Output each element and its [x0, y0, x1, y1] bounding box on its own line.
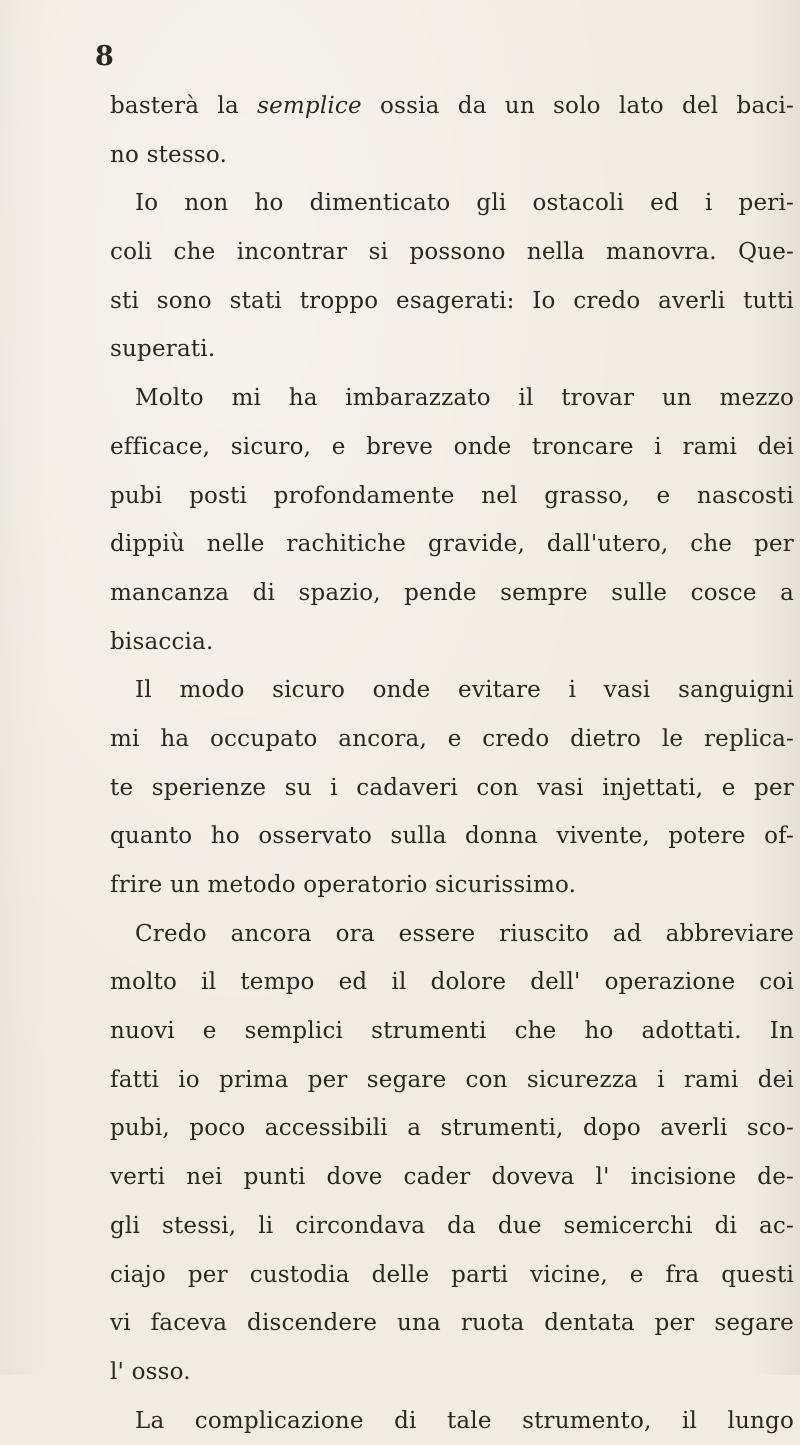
- text-line: [110, 618, 794, 667]
- text-segment: frire un metodo operatorio sicurissimo.: [110, 872, 577, 898]
- text-line: [110, 472, 794, 521]
- text-line: [110, 325, 794, 374]
- text-segment: bisaccia.: [110, 628, 214, 655]
- page-number: 8: [95, 41, 114, 72]
- text-segment: sti sono stati troppo esagerati: Io credo averli tutti: [110, 287, 794, 314]
- text-line: [110, 1104, 794, 1153]
- text-segment: vi faceva discendere una ruota dentata per segare: [110, 1310, 794, 1337]
- text-line: [110, 812, 794, 861]
- text-line: [110, 666, 794, 715]
- text-segment: fatti io prima per segare con sicurezza i rami dei: [110, 1066, 794, 1093]
- text-segment: te sperienze su i cadaveri con vasi injettati, e per: [110, 774, 794, 801]
- text-segment: Credo ancora ora essere riuscito ad abbreviare: [135, 920, 794, 947]
- text-segment: pubi posti profondamente nel grasso, e nascosti: [110, 482, 794, 509]
- text-segment: nuovi e semplici strumenti che ho adottati. In: [110, 1018, 794, 1045]
- text-line: [110, 910, 794, 959]
- text-segment: mi ha occupato ancora, e credo dietro le replica-: [110, 725, 794, 752]
- text-line: [110, 1397, 794, 1445]
- text-segment: verti nei punti dove cader doveva l' incisione de-: [110, 1164, 794, 1191]
- text-line: [110, 423, 794, 472]
- text-segment: dippiù nelle rachitiche gravide, dall'utero, che per: [110, 531, 794, 558]
- text-segment: no stesso.: [110, 141, 227, 168]
- text-segment: coli che incontrar si possono nella manovra. Que-: [110, 239, 794, 266]
- text-segment: Io non ho dimenticato gli ostacoli ed i peri-: [135, 190, 794, 217]
- text-line: [110, 861, 794, 910]
- text-line: [110, 131, 794, 180]
- text-line: [110, 715, 794, 764]
- text-line: [110, 277, 794, 326]
- text-segment: ossia da un solo lato del baci-: [361, 93, 794, 119]
- text-segment: efficace, sicuro, e breve onde troncare i rami dei: [110, 433, 794, 460]
- text-segment: l' osso.: [110, 1358, 191, 1385]
- text-segment: pubi, poco accessibili a strumenti, dopo averli sco-: [110, 1115, 794, 1142]
- text-line: [110, 1299, 794, 1348]
- text-segment: semplice: [257, 93, 362, 119]
- text-segment: mancanza di spazio, pende sempre sulle cosce a: [110, 579, 794, 606]
- text-line: [110, 179, 794, 228]
- text-line: [110, 228, 794, 277]
- text-line: [110, 1202, 794, 1251]
- text-line: [110, 569, 794, 618]
- text-line: [110, 82, 794, 131]
- text-segment: gli stessi, li circondava da due semicerchi di ac-: [110, 1212, 794, 1239]
- text-segment: basterà la: [110, 93, 258, 119]
- text-segment: molto il tempo ed il dolore dell' operazione coi: [110, 969, 794, 996]
- text-segment: La complicazione di tale strumento, il lungo: [135, 1407, 794, 1434]
- text-segment: superati.: [110, 336, 216, 363]
- text-line: [110, 764, 794, 813]
- text-line: [110, 1056, 794, 1105]
- text-line: [110, 374, 794, 423]
- text-segment: ciajo per custodia delle parti vicine, e fra questi: [110, 1261, 794, 1288]
- text-line: [110, 1251, 794, 1300]
- text-line: [110, 1153, 794, 1202]
- text-line: [110, 520, 794, 569]
- text-line: [110, 1007, 794, 1056]
- body-text: [110, 82, 794, 1445]
- text-segment: Molto mi ha imbarazzato il trovar un mezzo: [135, 385, 794, 412]
- text-line: [110, 958, 794, 1007]
- text-line: [110, 1348, 794, 1397]
- text-segment: Il modo sicuro onde evitare i vasi sanguigni: [135, 677, 794, 704]
- text-segment: quanto ho osservato sulla donna vivente, potere of-: [110, 823, 794, 850]
